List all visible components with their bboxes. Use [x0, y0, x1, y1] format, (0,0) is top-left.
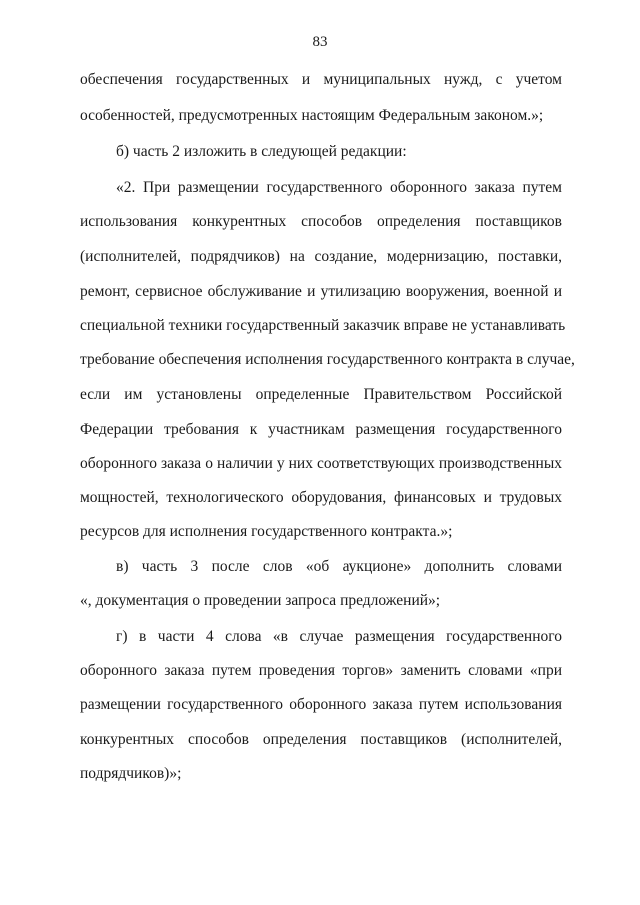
- text-line: если им установлены определенные Правительством Российской: [80, 386, 562, 403]
- text-line: Федерации требования к участникам размещения государственного: [80, 421, 562, 438]
- text-line: «2. При размещении государственного оборонного заказа путем: [116, 179, 562, 196]
- text-line: обеспечения государственных и муниципальных нужд, с учетом: [80, 71, 562, 88]
- text-line: особенностей, предусмотренных настоящим Федеральным законом.»;: [80, 107, 544, 124]
- text-line: использования конкурентных способов определения поставщиков: [80, 213, 562, 230]
- text-line: в) часть 3 после слов «об аукционе» дополнить словами: [116, 558, 562, 575]
- text-line: оборонного заказа о наличии у них соответствующих производственных: [80, 455, 562, 472]
- text-line: подрядчиков)»;: [80, 765, 182, 782]
- page-number: 83: [312, 34, 328, 50]
- text-line: требование обеспечения исполнения государственного контракта в случае,: [80, 351, 575, 368]
- text-line: конкурентных способов определения поставщиков (исполнителей,: [80, 731, 562, 748]
- text-line: «, документация о проведении запроса предложений»;: [80, 592, 441, 609]
- text-line: мощностей, технологического оборудования, финансовых и трудовых: [80, 489, 562, 506]
- text-line: ресурсов для исполнения государственного контракта.»;: [80, 523, 453, 540]
- text-line: г) в части 4 слова «в случае размещения государственного: [116, 628, 562, 645]
- text-line: (исполнителей, подрядчиков) на создание, модернизацию, поставки,: [80, 248, 562, 265]
- text-line: ремонт, сервисное обслуживание и утилизацию вооружения, военной и: [80, 283, 562, 300]
- text-line: специальной техники государственный заказчик вправе не устанавливать: [80, 317, 566, 334]
- text-line: б) часть 2 изложить в следующей редакции:: [116, 143, 407, 160]
- text-line: оборонного заказа путем проведения торгов» заменить словами «при: [80, 662, 562, 679]
- text-line: размещении государственного оборонного заказа путем использования: [80, 696, 562, 713]
